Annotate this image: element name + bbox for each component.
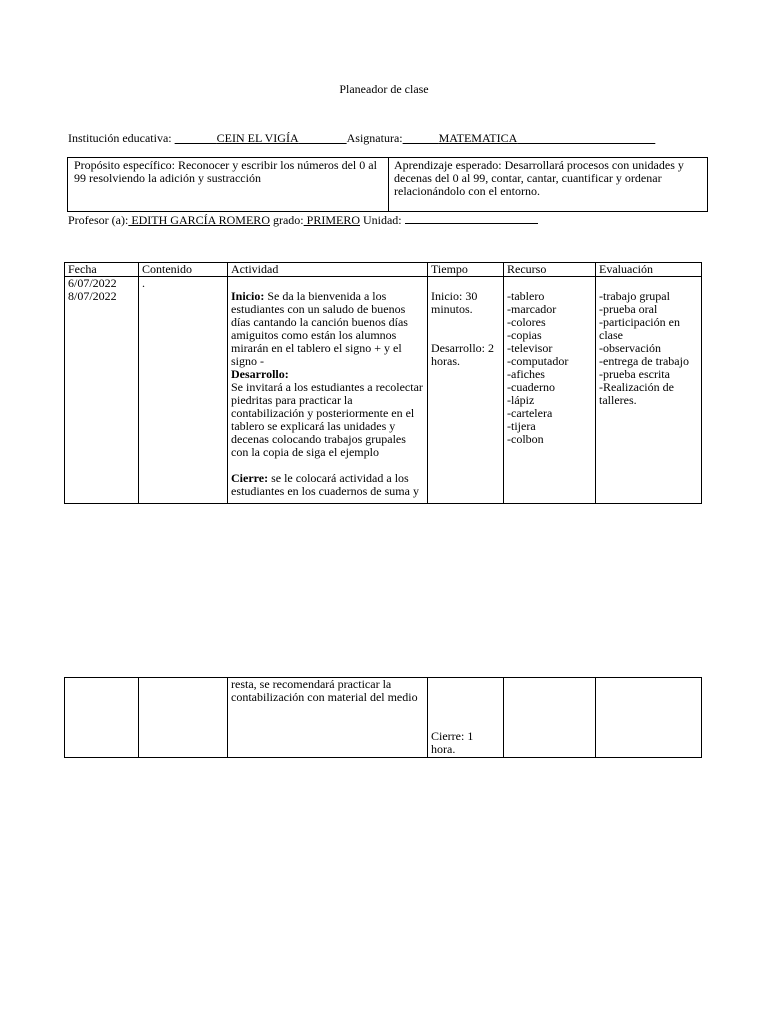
tiempo-cell [428, 277, 504, 504]
recurso-item: -lápiz [507, 393, 535, 407]
recurso-item: -marcador [507, 302, 557, 316]
evaluacion-item: -observación [599, 341, 661, 355]
table-row [65, 277, 702, 504]
inicio-label: Inicio: [231, 289, 265, 303]
actividad-cell: resta, se recomendará practicar la contabilización con material del medio [228, 678, 428, 758]
fecha-2: 8/07/2022 [68, 289, 117, 303]
recurso-item: -copias [507, 328, 542, 342]
institution-line [68, 132, 708, 145]
fecha-1: 6/07/2022 [68, 276, 117, 290]
header-recurso: Recurso [504, 263, 596, 277]
evaluacion-cell [596, 678, 702, 758]
recurso-cell [504, 277, 596, 504]
header-contenido: Contenido [139, 263, 228, 277]
subject-value: MATEMATICA [438, 131, 518, 145]
evaluacion-item: -entrega de trabajo [599, 354, 689, 368]
purpose-box [67, 157, 708, 212]
header-actividad: Actividad [228, 263, 428, 277]
table-header-row [65, 263, 702, 277]
header-tiempo: Tiempo [428, 263, 504, 277]
teacher-value: EDITH GARCÍA ROMERO [128, 213, 270, 227]
recurso-cell [504, 678, 596, 758]
institution-value: CEIN EL VIGÍA [216, 131, 299, 145]
recurso-item: -tijera [507, 419, 536, 433]
subject-label: Asignatura: [346, 131, 403, 145]
header-evaluacion: Evaluación [596, 263, 702, 277]
table-row [65, 678, 702, 758]
contenido-cell: . [139, 277, 228, 504]
recurso-item: -televisor [507, 341, 553, 355]
grade-label: grado: [269, 213, 304, 227]
recurso-item: -tablero [507, 289, 545, 303]
plan-table [64, 262, 702, 504]
recurso-item: -cuaderno [507, 380, 555, 394]
tiempo-inicio: Inicio: 30 minutos. [431, 289, 478, 316]
plan-table-continued [64, 677, 702, 758]
grade-value: PRIMERO [303, 213, 360, 227]
contenido-cell [139, 678, 228, 758]
expected-learning: Aprendizaje esperado: Desarrollará procesos con unidades y decenas del 0 al 99, contar, cantar, cuantificar y ordenar relacionándolo con el entorno. [394, 158, 684, 198]
evaluacion-item: -trabajo grupal [599, 289, 670, 303]
recurso-item: -computador [507, 354, 569, 368]
evaluacion-item: -Realización de talleres. [599, 380, 674, 407]
specific-purpose: Propósito específico: Reconocer y escribir los números del 0 al 99 resolviendo la adición y sustracción [68, 158, 389, 211]
fecha-cell [65, 277, 139, 504]
recurso-item: -afiches [507, 367, 545, 381]
recurso-item: -colores [507, 315, 546, 329]
unit-blank [405, 212, 538, 224]
recurso-item: -colbon [507, 432, 544, 446]
unit-label: Unidad: [359, 213, 405, 227]
desarrollo-text: Se invitará a los estudiantes a recolectar piedritas para practicar la contabilización y posteriormente en el tablero se explicará las unidades y decenas colocando trabajos grupales con la copia de siga el ejemplo [231, 380, 423, 459]
tiempo-cierre: Cierre: 1 hora. [431, 729, 474, 756]
inicio-paragraph [231, 290, 424, 368]
teacher-label: Profesor (a): [68, 213, 129, 227]
inicio-text: Se da la bienvenida a los estudiantes con un saludo de buenos días cantando la canción buenos días amiguitos como están los alumnos mirarán en el tablero el signo + y el signo - [231, 289, 408, 368]
cierre-text: se le colocará actividad a los estudiantes en los cuadernos de suma y [231, 471, 419, 498]
fecha-cell [65, 678, 139, 758]
evaluacion-cell [596, 277, 702, 504]
evaluacion-item: -participación en clase [599, 315, 680, 342]
recurso-item: -cartelera [507, 406, 553, 420]
evaluacion-item: -prueba escrita [599, 367, 670, 381]
evaluacion-item: -prueba oral [599, 302, 658, 316]
header-fecha: Fecha [65, 263, 139, 277]
desarrollo-label: Desarrollo: [231, 367, 289, 381]
cierre-paragraph [231, 472, 424, 498]
tiempo-cell [428, 678, 504, 758]
page-title: Planeador de clase [339, 82, 429, 96]
actividad-cell [228, 277, 428, 504]
teacher-line [68, 212, 708, 227]
tiempo-desarrollo: Desarrollo: 2 horas. [431, 341, 494, 368]
institution-label: Institución educativa: [68, 131, 172, 145]
cierre-label: Cierre: [231, 471, 269, 485]
